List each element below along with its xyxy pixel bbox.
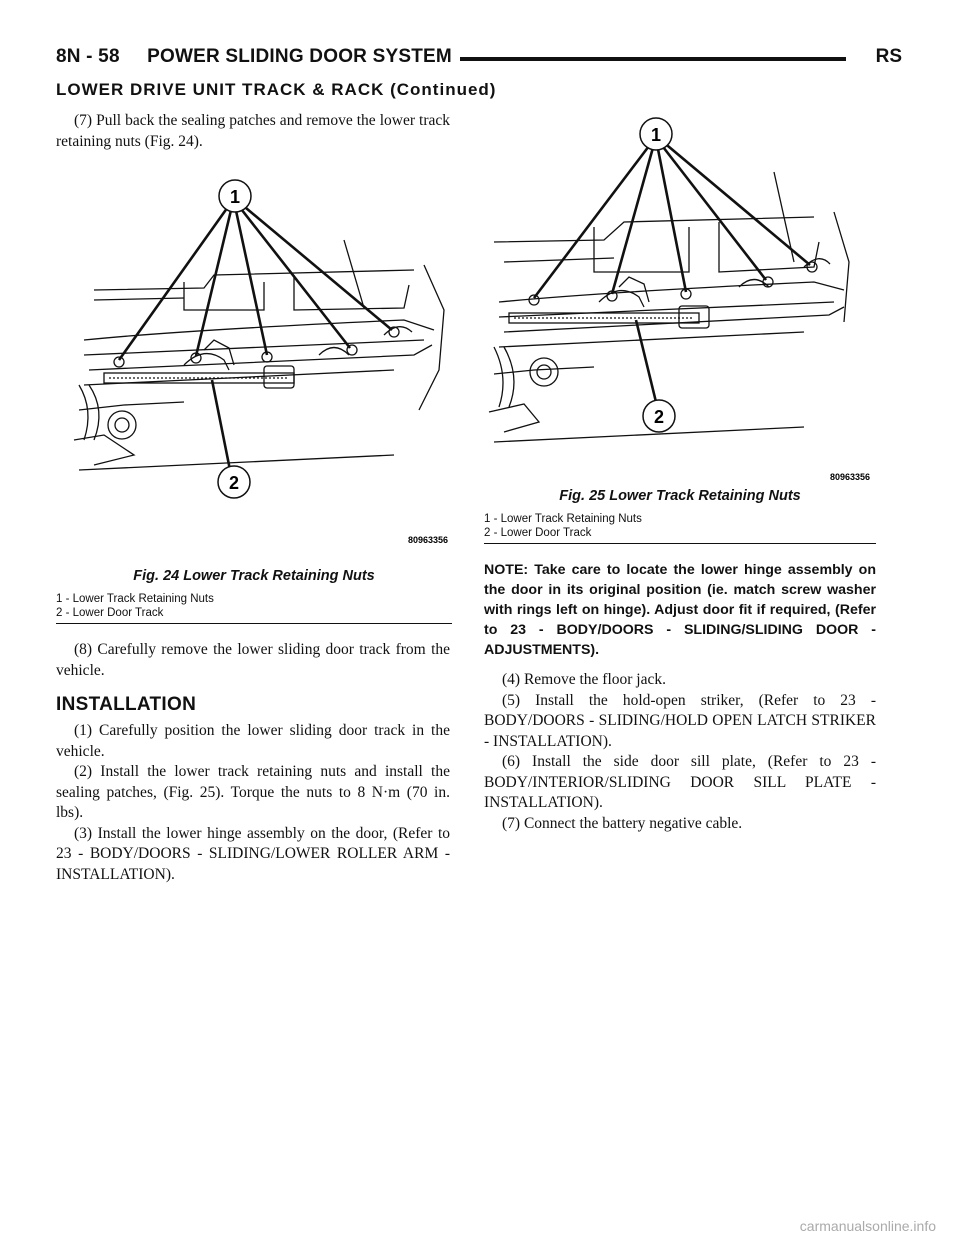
figure-24-code: 80963356 — [407, 535, 448, 545]
header-model-code: RS — [875, 46, 902, 67]
figure-25-callout-1: 1 — [650, 125, 662, 145]
install-step-3: (3) Install the lower hinge assembly on the door, (Refer to 23 - BODY/DOORS - SLIDING/LOWER ROLLER ARM - INSTALLATION). — [56, 824, 450, 883]
figure-24-callout-1: 1 — [229, 187, 241, 207]
install-step-6: (6) Install the side door sill plate, (Refer to 23 - BODY/INTERIOR/SLIDING DOOR SILL PLATE - INSTALLATION). — [484, 753, 876, 811]
figure-24-illustration — [64, 170, 454, 550]
header-rule — [460, 57, 846, 61]
note-text: NOTE: Take care to locate the lower hinge assembly on the door in its original position (ie. match screw washer with rings left on hinge). Adjust door fit if required, (Refer to 23 - BODY/DOORS - SLIDING/SLIDING DOOR - ADJUSTMENTS). — [484, 562, 876, 658]
figure-24-legend-1: 1 - Lower Track Retaining Nuts — [56, 593, 214, 605]
left-column-intro — [56, 111, 450, 152]
figure-25-title: Fig. 25 Lower Track Retaining Nuts — [559, 488, 801, 504]
figure-24-drawing — [64, 170, 454, 550]
figure-25-callout-2: 2 — [653, 407, 665, 427]
install-step-7: (7) Connect the battery negative cable. — [502, 814, 743, 832]
install-step-1: (1) Carefully position the lower sliding door track in the vehicle. — [56, 722, 450, 760]
step-7-text: (7) Pull back the sealing patches and remove the lower track retaining nuts (Fig. 24). — [56, 112, 450, 150]
install-step-4: (4) Remove the floor jack. — [502, 671, 666, 688]
install-step-5: (5) Install the hold-open striker, (Refer to 23 - BODY/DOORS - SLIDING/HOLD OPEN LATCH STRIKER - INSTALLATION). — [484, 691, 876, 750]
figure-25-illustration — [484, 112, 876, 488]
figure-25-rule — [484, 543, 876, 544]
watermark[interactable]: carmanualsonline.info — [799, 1218, 936, 1234]
figure-24-rule — [56, 623, 452, 624]
figure-25-caption — [484, 488, 876, 540]
page-header — [56, 44, 902, 76]
figure-24-title: Fig. 24 Lower Track Retaining Nuts — [133, 568, 375, 584]
figure-24-callout-2: 2 — [228, 473, 240, 493]
section-title: LOWER DRIVE UNIT TRACK & RACK (Continued) — [56, 80, 497, 99]
figure-25-code: 80963356 — [829, 472, 870, 482]
right-column-note — [484, 560, 876, 660]
figure-25-legend-2: 2 - Lower Door Track — [484, 527, 592, 539]
install-step-2: (2) Install the lower track retaining nuts and install the sealing patches, (Fig. 25). Torque the nuts to 8 N·m (70 in. lbs). — [56, 763, 450, 821]
figure-25-drawing — [484, 112, 876, 488]
figure-24-legend-2: 2 - Lower Door Track — [56, 607, 164, 619]
left-column-step-8 — [56, 640, 450, 681]
figure-25-legend-1: 1 - Lower Track Retaining Nuts — [484, 513, 642, 525]
header-page-and-title: 8N - 58 POWER SLIDING DOOR SYSTEM — [56, 46, 452, 67]
figure-24-caption — [56, 568, 452, 620]
installation-heading: INSTALLATION — [56, 694, 197, 715]
step-8-text: (8) Carefully remove the lower sliding door track from the vehicle. — [56, 641, 450, 679]
right-column-steps — [484, 670, 876, 834]
installation-steps — [56, 721, 450, 885]
